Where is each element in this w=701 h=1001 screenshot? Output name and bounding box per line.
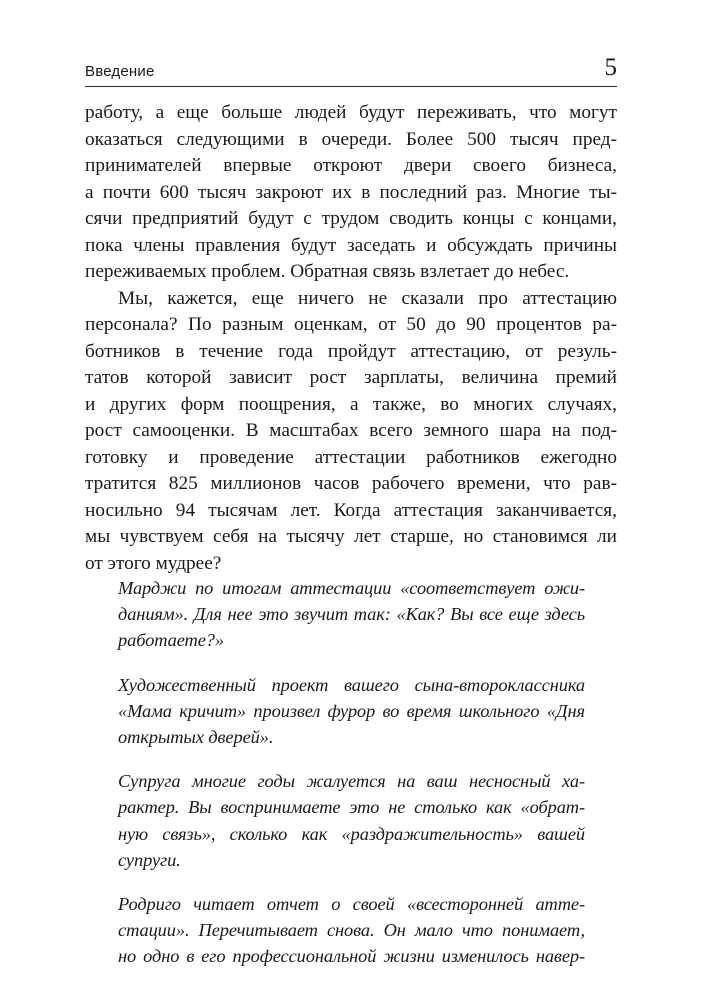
text-line: а почти 600 тысяч закроют их в последний раз. Многие ты- — [85, 181, 617, 203]
text-line: Марджи по итогам аттестации «соответствует ожи- — [118, 578, 585, 598]
text-line: даниям». Для нее это звучит так: «Как? Вы все еще здесь — [118, 604, 585, 625]
text-line: супруги. — [118, 849, 181, 870]
text-line: тратится 825 миллионов часов рабочего времени, что рав- — [85, 473, 617, 494]
text-line: рост самооценки. В масштабах всего земного шара на под- — [85, 420, 617, 441]
paragraph — [85, 286, 617, 578]
text-line: готовку и проведение аттестации работников ежегодно — [85, 446, 617, 468]
example-paragraph — [118, 575, 585, 654]
text-line: мы чувствуем себя на тысячу лет старше, но становимся ли — [85, 526, 617, 547]
page-number: 5 — [604, 54, 617, 81]
page-header — [85, 54, 617, 87]
text-line: ную связь», сколько как «раздражительность» вашей — [118, 823, 585, 844]
example-quotes — [118, 575, 585, 988]
text-line: Художественный проект вашего сына-второклассника — [118, 674, 585, 695]
text-line: Супруга многие годы жалуется на ваш несносный ха- — [118, 771, 585, 792]
text-line: и других форм поощрения, а также, во многих случаях, — [85, 393, 617, 415]
text-line: ботников в течение года пройдут аттестацию, от резуль- — [85, 340, 617, 362]
body-text — [85, 100, 617, 577]
text-line: рактер. Вы воспринимаете это не столько как «обрат- — [118, 797, 585, 818]
text-line: персонала? По разным оценкам, от 50 до 90 процентов ра- — [85, 314, 617, 335]
text-line: Родриго читает отчет о своей «всесторонней атте- — [118, 894, 585, 915]
text-line: сячи предприятий будут с трудом сводить концы с концами, — [85, 208, 617, 229]
text-line: «Мама кричит» произвел фурор во время школьного «Дня — [118, 700, 585, 721]
text-line: Мы, кажется, еще ничего не сказали про аттестацию — [118, 287, 617, 309]
example-paragraph — [118, 891, 585, 970]
text-line: от этого мудрее? — [85, 552, 222, 574]
text-line: носильно 94 тысячам лет. Когда аттестация заканчивается, — [85, 499, 617, 521]
text-line: стации». Перечитывает снова. Он мало что понимает, — [118, 920, 585, 941]
text-line: работу, а еще больше людей будут переживать, что могут — [85, 102, 617, 123]
text-line: переживаемых проблем. Обратная связь взлетает до небес. — [85, 261, 570, 282]
text-line: открытых дверей». — [118, 727, 274, 748]
text-line: принимателей впервые откроют двери своего бизнеса, — [85, 155, 617, 176]
text-line: пока члены правления будут заседать и обсуждать причины — [85, 234, 617, 256]
example-paragraph — [118, 768, 585, 873]
text-line: работаете?» — [118, 630, 224, 651]
text-line: татов которой зависит рост зарплаты, величина премий — [85, 367, 617, 388]
running-head: Введение — [85, 63, 155, 80]
paragraph — [85, 100, 617, 286]
example-paragraph — [118, 672, 585, 751]
text-line: оказаться следующими в очереди. Более 500 тысяч пред- — [85, 128, 617, 150]
text-line: но одно в его профессиональной жизни изменилось навер- — [118, 946, 585, 967]
